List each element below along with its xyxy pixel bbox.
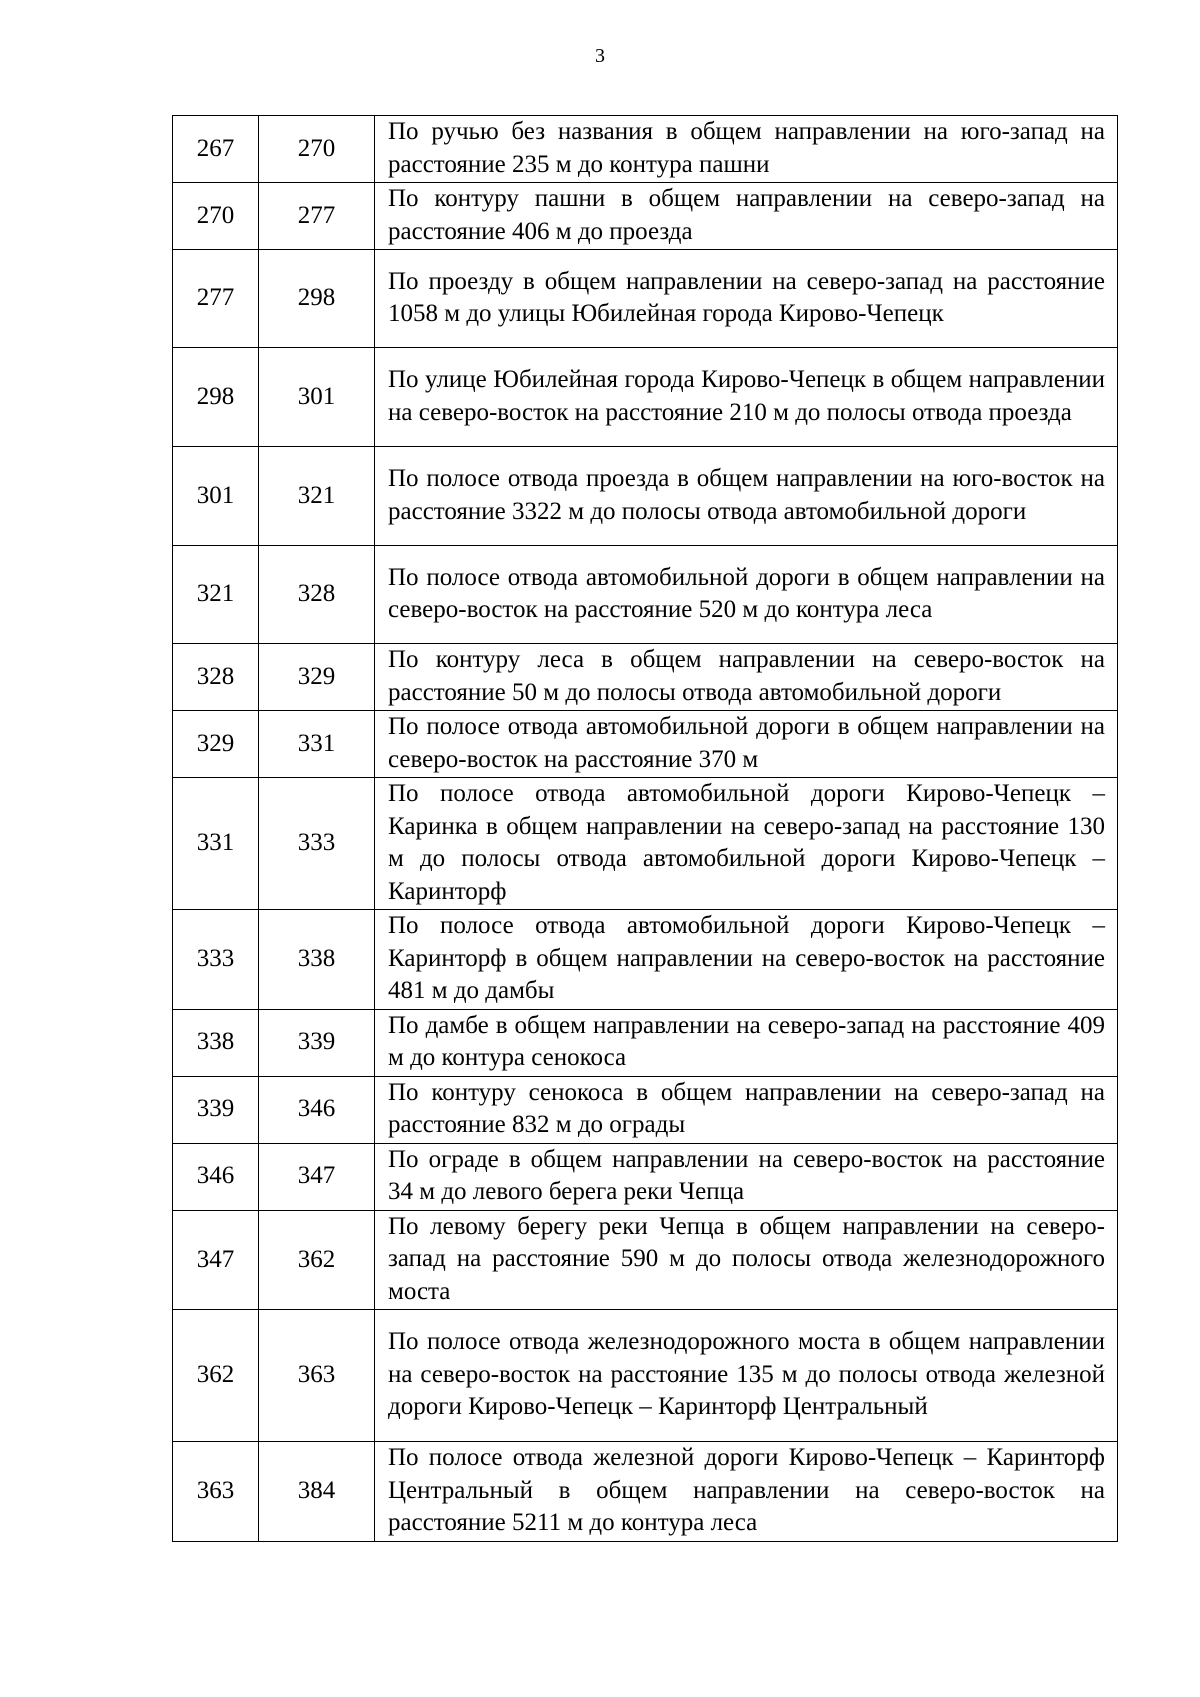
table-row xyxy=(173,546,1118,644)
table-row xyxy=(173,250,1118,348)
description-cell: По левому берегу реки Чепца в общем направлении на северо-запад на расстояние 590 м до полосы отвода железнодорожного моста xyxy=(375,1210,1118,1310)
end-point-cell: 270 xyxy=(259,116,375,183)
end-point-cell: 362 xyxy=(259,1210,375,1310)
table-row xyxy=(173,1076,1118,1143)
start-point-cell: 333 xyxy=(173,910,259,1010)
table-row xyxy=(173,447,1118,546)
description-cell: По контуру пашни в общем направлении на северо-запад на расстояние 406 м до проезда xyxy=(375,183,1118,250)
description-cell: По полосе отвода автомобильной дороги в общем направлении на северо-восток на расстояние 520 м до контура леса xyxy=(375,546,1118,644)
page-number: 3 xyxy=(595,45,605,67)
end-point-cell: 338 xyxy=(259,910,375,1010)
start-point-cell: 298 xyxy=(173,348,259,447)
start-point-cell: 338 xyxy=(173,1009,259,1076)
end-point-cell: 331 xyxy=(259,711,375,778)
description-cell: По проезду в общем направлении на северо-запад на расстояние 1058 м до улицы Юбилейная города Кирово-Чепецк xyxy=(375,250,1118,348)
end-point-cell: 347 xyxy=(259,1143,375,1210)
description-cell: По полосе отвода автомобильной дороги в общем направлении на северо-восток на расстояние 370 м xyxy=(375,711,1118,778)
description-cell: По полосе отвода автомобильной дороги Кирово-Чепецк – Каринка в общем направлении на северо-запад на расстояние 130 м до полосы отвода автомобильной дороги Кирово-Чепецк – Каринторф xyxy=(375,778,1118,910)
table-row xyxy=(173,183,1118,250)
description-cell: По ручью без названия в общем направлении на юго-запад на расстояние 235 м до контура пашни xyxy=(375,116,1118,183)
table-row xyxy=(173,1009,1118,1076)
start-point-cell: 301 xyxy=(173,447,259,546)
start-point-cell: 331 xyxy=(173,778,259,910)
table-row xyxy=(173,778,1118,910)
description-cell: По дамбе в общем направлении на северо-запад на расстояние 409 м до контура сенокоса xyxy=(375,1009,1118,1076)
end-point-cell: 321 xyxy=(259,447,375,546)
description-cell: По улице Юбилейная города Кирово-Чепецк в общем направлении на северо-восток на расстояние 210 м до полосы отвода проезда xyxy=(375,348,1118,447)
end-point-cell: 346 xyxy=(259,1076,375,1143)
end-point-cell: 363 xyxy=(259,1310,375,1442)
table-row xyxy=(173,1143,1118,1210)
description-cell: По полосе отвода автомобильной дороги Кирово-Чепецк – Каринторф в общем направлении на северо-восток на расстояние 481 м до дамбы xyxy=(375,910,1118,1010)
start-point-cell: 321 xyxy=(173,546,259,644)
table-row xyxy=(173,1210,1118,1310)
end-point-cell: 328 xyxy=(259,546,375,644)
boundary-description-table xyxy=(172,115,1118,1542)
start-point-cell: 363 xyxy=(173,1442,259,1542)
start-point-cell: 329 xyxy=(173,711,259,778)
end-point-cell: 298 xyxy=(259,250,375,348)
table-row xyxy=(173,1442,1118,1542)
table-row xyxy=(173,1310,1118,1442)
start-point-cell: 362 xyxy=(173,1310,259,1442)
start-point-cell: 328 xyxy=(173,644,259,711)
table-row xyxy=(173,116,1118,183)
start-point-cell: 347 xyxy=(173,1210,259,1310)
start-point-cell: 267 xyxy=(173,116,259,183)
end-point-cell: 339 xyxy=(259,1009,375,1076)
end-point-cell: 333 xyxy=(259,778,375,910)
description-cell: По контуру сенокоса в общем направлении на северо-запад на расстояние 832 м до ограды xyxy=(375,1076,1118,1143)
start-point-cell: 277 xyxy=(173,250,259,348)
end-point-cell: 329 xyxy=(259,644,375,711)
description-cell: По ограде в общем направлении на северо-восток на расстояние 34 м до левого берега реки Чепца xyxy=(375,1143,1118,1210)
end-point-cell: 301 xyxy=(259,348,375,447)
description-cell: По контуру леса в общем направлении на северо-восток на расстояние 50 м до полосы отвода автомобильной дороги xyxy=(375,644,1118,711)
description-cell: По полосе отвода железной дороги Кирово-Чепецк – Каринторф Центральный в общем направлении на северо-восток на расстояние 5211 м до контура леса xyxy=(375,1442,1118,1542)
start-point-cell: 339 xyxy=(173,1076,259,1143)
start-point-cell: 270 xyxy=(173,183,259,250)
table-row xyxy=(173,910,1118,1010)
start-point-cell: 346 xyxy=(173,1143,259,1210)
table-row xyxy=(173,348,1118,447)
end-point-cell: 277 xyxy=(259,183,375,250)
table-row xyxy=(173,711,1118,778)
description-cell: По полосе отвода проезда в общем направлении на юго-восток на расстояние 3322 м до полосы отвода автомобильной дороги xyxy=(375,447,1118,546)
end-point-cell: 384 xyxy=(259,1442,375,1542)
description-cell: По полосе отвода железнодорожного моста в общем направлении на северо-восток на расстояние 135 м до полосы отвода железной дороги Кирово-Чепецк – Каринторф Центральный xyxy=(375,1310,1118,1442)
table-row xyxy=(173,644,1118,711)
